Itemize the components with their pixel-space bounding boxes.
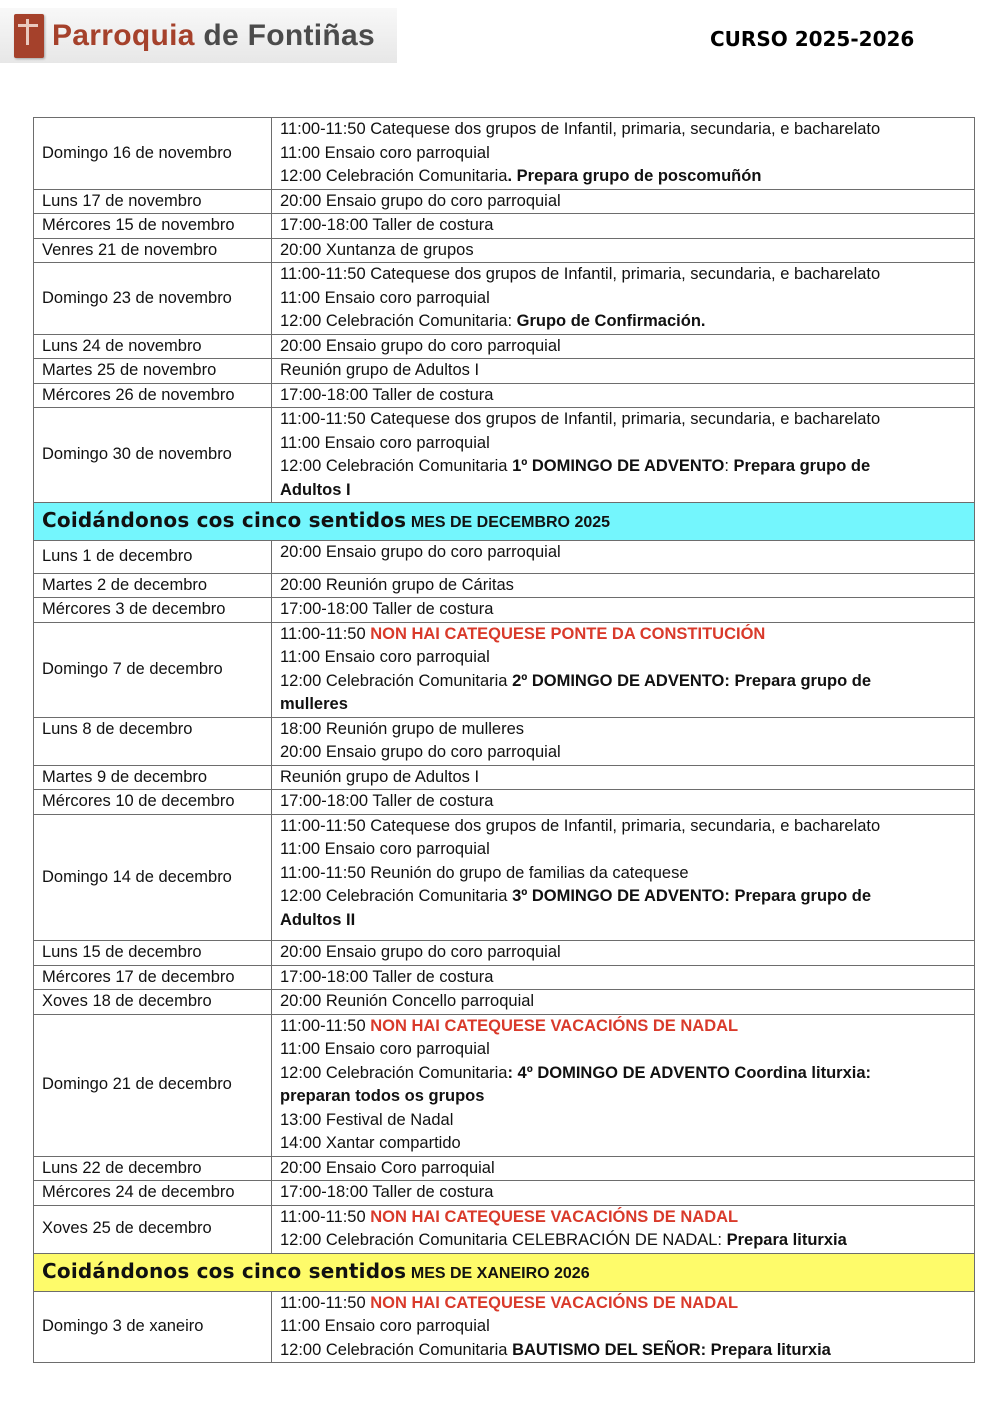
day-cell: Luns 24 de novembro	[34, 334, 272, 359]
event-line	[280, 1229, 966, 1253]
day-cell: Mércores 15 de novembro	[34, 214, 272, 239]
alert-text: NON HAI CATEQUESE VACACIÓNS DE NADAL	[370, 1293, 739, 1312]
event-line	[280, 1062, 966, 1086]
events-cell	[272, 118, 975, 190]
events-cell	[272, 790, 975, 815]
event-line	[280, 214, 966, 238]
event-line	[280, 1181, 966, 1205]
events-cell	[272, 214, 975, 239]
event-text: 11:00-11:50 Reunión do grupo de familias da catequese	[280, 863, 689, 882]
event-line	[280, 287, 966, 311]
event-text: 11:00-11:50 Catequese dos grupos de Infantil, primaria, secundaria, e bacharelato	[280, 120, 881, 138]
course-title: CURSO 2025-2026	[710, 27, 915, 51]
event-text: 11:00 Ensaio coro parroquial	[280, 840, 490, 858]
alert-text: NON HAI CATEQUESE VACACIÓNS DE NADAL	[370, 1016, 739, 1035]
event-text: 11:00 Ensaio coro parroquial	[280, 1317, 490, 1335]
event-line	[280, 718, 966, 742]
event-text: 12:00 Celebración Comunitaria	[280, 671, 513, 690]
event-text: :	[724, 457, 734, 475]
bold-text: Prepara liturxia	[726, 1231, 847, 1249]
event-text: 20:00 Ensaio grupo do coro parroquial	[280, 191, 561, 210]
day-cell: Domingo 30 de novembro	[34, 408, 272, 503]
event-line	[280, 455, 966, 479]
day-cell: Mércores 26 de novembro	[34, 383, 272, 408]
event-line	[280, 1339, 966, 1363]
event-text: 11:00 Ensaio coro parroquial	[280, 1040, 490, 1058]
event-line	[280, 838, 966, 862]
event-text: 20:00 Reunión grupo de Cáritas	[280, 575, 514, 594]
events-cell	[272, 1156, 975, 1181]
event-line	[280, 1085, 966, 1109]
day-cell: Luns 17 de novembro	[34, 189, 272, 214]
event-text: 12:00 Celebración Comunitaria CELEBRACIÓN DE NADAL:	[280, 1231, 727, 1249]
event-text: 17:00-18:00 Taller de costura	[280, 385, 494, 404]
event-text: 18:00 Reunión grupo de mulleres	[280, 719, 524, 738]
logo-text-parroquia: Parroquia	[52, 18, 195, 52]
schedule-row	[34, 1156, 975, 1181]
event-line	[280, 1015, 966, 1039]
schedule-row	[34, 541, 975, 574]
event-text: 20:00 Ensaio grupo do coro parroquial	[280, 943, 561, 961]
event-line	[280, 359, 966, 383]
event-text: 12:00 Celebración Comunitaria	[280, 1340, 513, 1359]
events-cell	[272, 359, 975, 384]
schedule-row	[34, 334, 975, 359]
events-cell	[272, 941, 975, 966]
event-line	[280, 1157, 966, 1181]
bold-text: BAUTISMO DEL SEÑOR: Prepara liturxia	[512, 1340, 831, 1359]
event-line	[280, 1292, 966, 1316]
cross-book-icon	[14, 14, 44, 58]
event-line	[280, 541, 966, 565]
day-cell: Martes 2 de decembro	[34, 573, 272, 598]
event-line	[280, 990, 966, 1014]
events-cell	[272, 990, 975, 1015]
event-text: 11:00 Ensaio coro parroquial	[280, 433, 490, 452]
bold-text: 2º DOMINGO DE ADVENTO: Prepara grupo de	[512, 671, 872, 690]
events-cell	[272, 814, 975, 941]
event-text: 12:00 Celebración Comunitaria	[280, 1063, 508, 1082]
day-cell: Domingo 23 de novembro	[34, 263, 272, 335]
day-cell: Luns 15 de decembro	[34, 941, 272, 966]
events-cell	[272, 573, 975, 598]
events-cell	[272, 334, 975, 359]
event-text: 17:00-18:00 Taller de costura	[280, 792, 494, 810]
event-line	[280, 885, 966, 909]
schedule-row	[34, 238, 975, 263]
event-line	[280, 239, 966, 263]
event-text: 17:00-18:00 Taller de costura	[280, 967, 494, 986]
event-line	[280, 384, 966, 408]
event-text: 20:00 Ensaio grupo do coro parroquial	[280, 743, 561, 761]
event-text: 20:00 Ensaio grupo do coro parroquial	[280, 543, 561, 561]
event-text: 11:00 Ensaio coro parroquial	[280, 143, 490, 162]
day-cell: Martes 9 de decembro	[34, 765, 272, 790]
event-line	[280, 1132, 966, 1156]
bold-text: 1º DOMINGO DE ADVENTO	[512, 457, 725, 475]
event-text: 11:00 Ensaio coro parroquial	[280, 648, 490, 666]
event-line	[280, 693, 966, 717]
schedule-row	[34, 598, 975, 623]
event-line	[280, 263, 966, 287]
day-cell: Mércores 24 de decembro	[34, 1181, 272, 1206]
schedule-row	[34, 990, 975, 1015]
event-text: 20:00 Ensaio grupo do coro parroquial	[280, 336, 561, 355]
event-text: 11:00-11:50	[280, 1207, 371, 1226]
event-line	[280, 479, 966, 503]
month-theme: Coidándonos cos cinco sentidos	[42, 1258, 407, 1283]
month-theme: Coidándonos cos cinco sentidos	[42, 508, 407, 532]
event-line	[280, 670, 966, 694]
event-line	[280, 1206, 966, 1230]
events-cell	[272, 765, 975, 790]
event-text: Reunión grupo de Adultos I	[280, 361, 480, 379]
schedule-row	[34, 1205, 975, 1253]
schedule-row	[34, 790, 975, 815]
day-cell: Domingo 3 de xaneiro	[34, 1291, 272, 1363]
event-line	[280, 190, 966, 214]
event-line	[280, 741, 966, 765]
events-cell	[272, 238, 975, 263]
event-line	[280, 909, 966, 933]
event-line	[280, 1038, 966, 1062]
events-cell	[272, 1205, 975, 1253]
day-cell: Mércores 17 de decembro	[34, 965, 272, 990]
schedule-row	[34, 263, 975, 335]
event-line	[280, 790, 966, 814]
day-cell: Domingo 7 de decembro	[34, 622, 272, 717]
event-line	[280, 408, 966, 432]
event-line	[280, 966, 966, 990]
events-cell	[272, 717, 975, 765]
day-cell: Xoves 25 de decembro	[34, 1205, 272, 1253]
events-cell	[272, 965, 975, 990]
schedule-row	[34, 941, 975, 966]
event-line	[280, 862, 966, 886]
schedule-row	[34, 965, 975, 990]
day-cell: Martes 25 de novembro	[34, 359, 272, 384]
event-text: 17:00-18:00 Taller de costura	[280, 216, 494, 234]
event-text: 17:00-18:00 Taller de costura	[280, 600, 494, 618]
bold-text: Adultos I	[280, 480, 351, 499]
bold-text: mulleres	[280, 695, 348, 713]
event-line	[280, 646, 966, 670]
day-cell: Mércores 10 de decembro	[34, 790, 272, 815]
event-text: 11:00-11:50	[280, 1293, 371, 1312]
event-text: 11:00-11:50	[280, 624, 371, 643]
day-cell: Luns 1 de decembro	[34, 541, 272, 574]
event-line	[280, 598, 966, 622]
event-text: Reunión grupo de Adultos I	[280, 767, 480, 786]
schedule-row	[34, 359, 975, 384]
bold-text: . Prepara grupo de poscomuñón	[507, 167, 762, 185]
schedule-row	[34, 622, 975, 717]
alert-text: NON HAI CATEQUESE VACACIÓNS DE NADAL	[370, 1207, 739, 1226]
day-cell: Domingo 21 de decembro	[34, 1014, 272, 1156]
schedule-row	[34, 189, 975, 214]
bold-text: Grupo de Confirmación.	[516, 312, 706, 330]
month-header	[34, 1253, 975, 1291]
events-cell	[272, 541, 975, 574]
events-cell	[272, 1014, 975, 1156]
events-cell	[272, 408, 975, 503]
day-cell: Mércores 3 de decembro	[34, 598, 272, 623]
parish-logo	[0, 8, 397, 63]
events-cell	[272, 263, 975, 335]
event-text: 13:00 Festival de Nadal	[280, 1110, 454, 1129]
event-text: 12:00 Celebración Comunitaria:	[280, 312, 517, 330]
events-cell	[272, 189, 975, 214]
logo-text	[52, 19, 375, 53]
event-text: 12:00 Celebración Comunitaria	[280, 457, 513, 475]
schedule-row	[34, 765, 975, 790]
event-line	[280, 310, 966, 334]
events-cell	[272, 1181, 975, 1206]
event-line	[280, 623, 966, 647]
schedule-row	[34, 383, 975, 408]
event-line	[280, 574, 966, 598]
schedule-row	[34, 408, 975, 503]
month-header-row	[34, 1253, 975, 1291]
schedule-row	[34, 214, 975, 239]
alert-text: NON HAI CATEQUESE PONTE DA CONSTITUCIÓN	[370, 624, 766, 643]
event-text: 20:00 Xuntanza de grupos	[280, 240, 474, 259]
event-line	[280, 142, 966, 166]
event-line	[280, 165, 966, 189]
day-cell: Xoves 18 de decembro	[34, 990, 272, 1015]
month-header-row	[34, 503, 975, 541]
event-line	[280, 815, 966, 839]
event-line	[280, 335, 966, 359]
event-line	[280, 432, 966, 456]
events-cell	[272, 383, 975, 408]
month-label: MES DE XANEIRO 2026	[410, 1264, 590, 1282]
schedule-row	[34, 1014, 975, 1156]
month-label: MES DE DECEMBRO 2025	[410, 514, 611, 531]
day-cell: Domingo 14 de decembro	[34, 814, 272, 941]
event-line	[280, 766, 966, 790]
event-text: 11:00-11:50 Catequese dos grupos de Infantil, primaria, secundaria, e bacharelato	[280, 410, 881, 428]
bold-text: Adultos II	[280, 910, 356, 929]
events-cell	[272, 1291, 975, 1363]
schedule-row	[34, 118, 975, 190]
month-header	[34, 503, 975, 541]
schedule-row	[34, 717, 975, 765]
event-line	[280, 1109, 966, 1133]
event-text: 11:00-11:50 Catequese dos grupos de Infantil, primaria, secundaria, e bacharelato	[280, 265, 881, 283]
events-cell	[272, 622, 975, 717]
bold-text: 3º DOMINGO DE ADVENTO: Prepara grupo de	[512, 887, 872, 905]
logo-text-fontinas: de Fontiñas	[203, 18, 376, 52]
event-text: 12:00 Celebración Comunitaria	[280, 887, 513, 905]
event-text: 14:00 Xantar compartido	[280, 1134, 461, 1152]
schedule-row	[34, 814, 975, 941]
event-text: 20:00 Reunión Concello parroquial	[280, 992, 535, 1010]
schedule-table	[33, 117, 975, 1363]
bold-text: Prepara grupo de	[733, 457, 871, 475]
bold-text: : 4º DOMINGO DE ADVENTO Coordina liturxia:	[507, 1063, 872, 1082]
event-text: 17:00-18:00 Taller de costura	[280, 1183, 494, 1201]
event-line	[280, 1315, 966, 1339]
event-text: 12:00 Celebración Comunitaria	[280, 167, 508, 185]
bold-text: preparan todos os grupos	[280, 1087, 485, 1105]
schedule-row	[34, 1291, 975, 1363]
events-cell	[272, 598, 975, 623]
event-text: 11:00 Ensaio coro parroquial	[280, 288, 490, 307]
day-cell: Venres 21 de novembro	[34, 238, 272, 263]
event-text: 11:00-11:50 Catequese dos grupos de Infantil, primaria, secundaria, e bacharelato	[280, 816, 881, 835]
schedule-row	[34, 1181, 975, 1206]
day-cell: Domingo 16 de novembro	[34, 118, 272, 190]
day-cell: Luns 8 de decembro	[34, 717, 272, 765]
day-cell: Luns 22 de decembro	[34, 1156, 272, 1181]
schedule-row	[34, 573, 975, 598]
event-text: 20:00 Ensaio Coro parroquial	[280, 1158, 495, 1177]
event-line	[280, 941, 966, 965]
event-line	[280, 118, 966, 142]
event-text: 11:00-11:50	[280, 1016, 371, 1035]
